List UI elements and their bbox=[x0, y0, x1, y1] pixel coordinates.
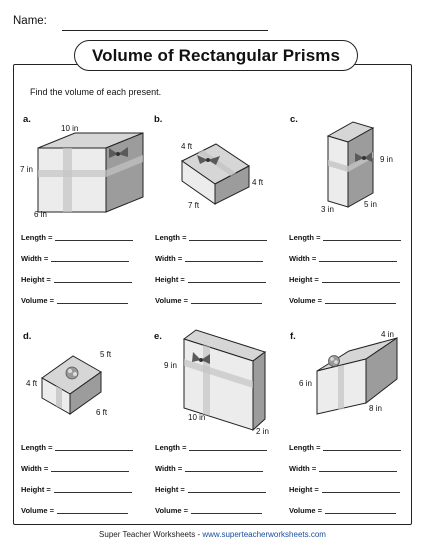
answer-width-b[interactable]: Width = bbox=[155, 254, 263, 263]
problem-b-dim-width: 4 ft bbox=[252, 178, 264, 187]
problem-f-letter: f. bbox=[290, 331, 296, 342]
footer bbox=[0, 530, 425, 539]
problem-c-dim-length: 5 in bbox=[364, 200, 377, 209]
answer-height-f[interactable]: Height = bbox=[289, 485, 400, 494]
name-label: Name: bbox=[13, 15, 47, 27]
problem-f-dim-height: 6 in bbox=[299, 379, 312, 388]
answer-height-c[interactable]: Height = bbox=[289, 275, 400, 284]
problem-c-dim-height: 9 in bbox=[380, 155, 393, 164]
answer-length-f[interactable]: Length = bbox=[289, 443, 401, 452]
problem-e-letter: e. bbox=[154, 331, 162, 342]
problem-a-dim-width: 6 in bbox=[34, 210, 47, 219]
problem-a-letter: a. bbox=[23, 114, 31, 125]
problem-d-dim-length: 5 ft bbox=[100, 350, 112, 359]
answer-volume-f[interactable]: Volume = bbox=[289, 506, 396, 515]
answer-length-d[interactable]: Length = bbox=[21, 443, 133, 452]
worksheet-title: Volume of Rectangular Prisms bbox=[74, 40, 358, 71]
problem-c-letter: c. bbox=[290, 114, 298, 125]
footer-text: Super Teacher Worksheets - bbox=[99, 530, 203, 539]
problem-d-dim-width: 6 ft bbox=[96, 408, 108, 417]
problem-e-dim-width: 2 in bbox=[256, 427, 269, 436]
answer-width-d[interactable]: Width = bbox=[21, 464, 129, 473]
answer-height-d[interactable]: Height = bbox=[21, 485, 132, 494]
answer-volume-e[interactable]: Volume = bbox=[155, 506, 262, 515]
answer-height-e[interactable]: Height = bbox=[155, 485, 266, 494]
instructions: Find the volume of each present. bbox=[30, 87, 162, 97]
answer-volume-a[interactable]: Volume = bbox=[21, 296, 128, 305]
answer-volume-b[interactable]: Volume = bbox=[155, 296, 262, 305]
answer-length-b[interactable]: Length = bbox=[155, 233, 267, 242]
answer-volume-c[interactable]: Volume = bbox=[289, 296, 396, 305]
problem-d-letter: d. bbox=[23, 331, 32, 342]
problem-b-dim-height: 4 ft bbox=[181, 142, 193, 151]
problem-b-letter: b. bbox=[154, 114, 163, 125]
answer-width-c[interactable]: Width = bbox=[289, 254, 397, 263]
problem-e-dim-height: 9 in bbox=[164, 361, 177, 370]
answer-length-e[interactable]: Length = bbox=[155, 443, 267, 452]
answer-width-a[interactable]: Width = bbox=[21, 254, 129, 263]
problem-e-dim-length: 10 in bbox=[188, 413, 206, 422]
answer-height-b[interactable]: Height = bbox=[155, 275, 266, 284]
answer-width-e[interactable]: Width = bbox=[155, 464, 263, 473]
problem-d-dim-height: 4 ft bbox=[26, 379, 38, 388]
footer-link[interactable]: www.superteacherworksheets.com bbox=[202, 530, 326, 539]
answer-width-f[interactable]: Width = bbox=[289, 464, 397, 473]
answer-length-c[interactable]: Length = bbox=[289, 233, 401, 242]
answer-height-a[interactable]: Height = bbox=[21, 275, 132, 284]
answer-volume-d[interactable]: Volume = bbox=[21, 506, 128, 515]
problem-b-dim-length: 7 ft bbox=[188, 201, 200, 210]
problem-f-dim-length: 8 in bbox=[369, 404, 382, 413]
problem-c-dim-width: 3 in bbox=[321, 205, 334, 214]
problem-a-dim-height: 7 in bbox=[20, 165, 33, 174]
problem-a-dim-length: 10 in bbox=[61, 124, 79, 133]
problem-f-dim-width: 4 in bbox=[381, 330, 394, 339]
answer-length-a[interactable]: Length = bbox=[21, 233, 133, 242]
